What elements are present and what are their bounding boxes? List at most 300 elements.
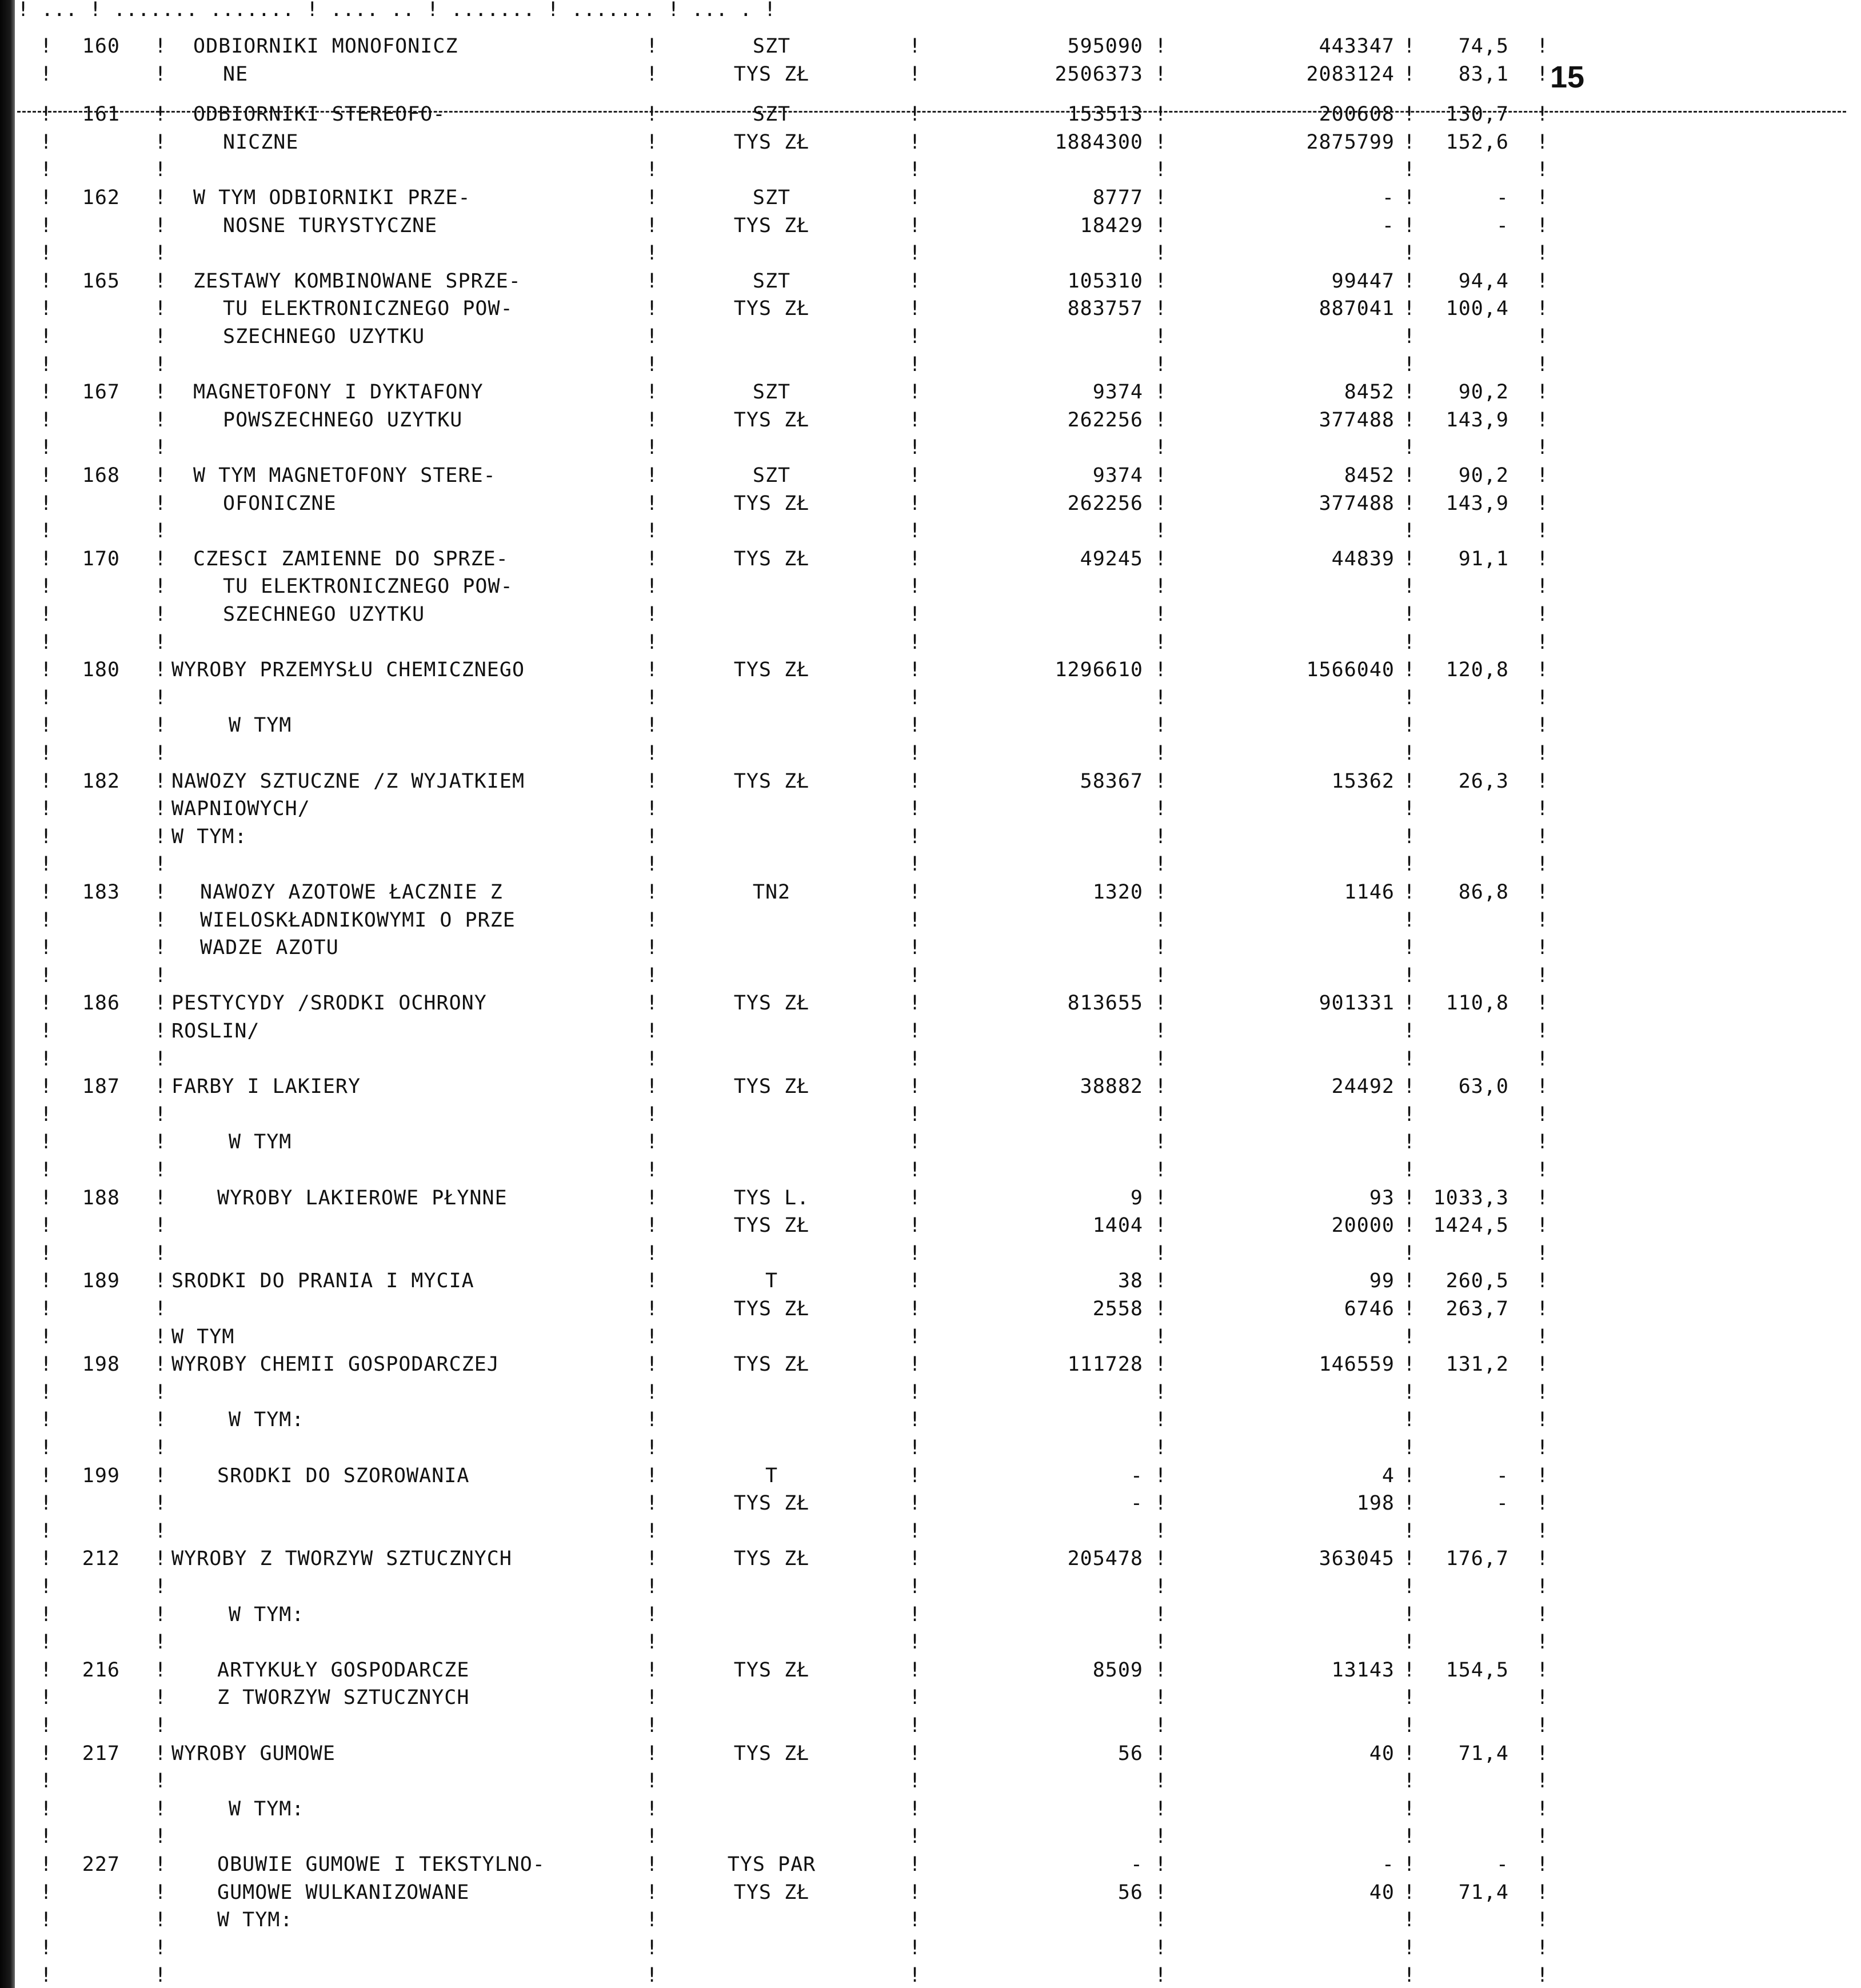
- dynamics-index: 176,7: [1445, 1547, 1509, 1571]
- column-separator: !: [909, 103, 921, 126]
- column-separator: !: [909, 936, 921, 960]
- column-separator: !: [154, 269, 167, 293]
- column-separator: !: [1403, 242, 1416, 265]
- unit-of-measure: TYS ZŁ: [733, 130, 810, 154]
- column-separator: !: [646, 742, 658, 765]
- column-separator: !: [40, 408, 53, 432]
- column-separator: !: [154, 1241, 167, 1265]
- value-prior-period: 8509: [1092, 1658, 1143, 1682]
- column-separator: !: [40, 825, 53, 848]
- column-separator: !: [646, 1797, 658, 1821]
- column-separator: !: [1536, 1353, 1549, 1376]
- column-separator: !: [154, 103, 167, 126]
- column-separator: !: [40, 436, 53, 460]
- column-separator: !: [1403, 658, 1416, 682]
- column-separator: !: [154, 630, 167, 654]
- column-separator: !: [1536, 714, 1549, 737]
- column-separator: !: [646, 1159, 658, 1181]
- value-prior-period: 1884300: [1055, 130, 1143, 154]
- column-separator: !: [646, 881, 658, 904]
- column-separator: !: [1155, 881, 1167, 904]
- column-separator: !: [1403, 1631, 1416, 1654]
- column-separator: !: [909, 1603, 921, 1626]
- column-separator: !: [1155, 1131, 1167, 1154]
- column-separator: !: [1536, 1936, 1549, 1959]
- column-separator: !: [1536, 269, 1549, 293]
- product-name: WIELOSKŁADNIKOWYMI O PRZE: [200, 908, 516, 932]
- column-separator: !: [154, 1714, 167, 1737]
- column-separator: !: [1536, 1464, 1549, 1487]
- column-separator: !: [154, 1603, 167, 1626]
- column-separator: !: [646, 1714, 658, 1737]
- column-separator: !: [909, 1325, 921, 1348]
- value-current-period: 40: [1369, 1881, 1395, 1904]
- column-separator: !: [646, 686, 658, 709]
- column-separator: !: [1155, 575, 1167, 598]
- unit-of-measure: TYS PAR: [727, 1853, 816, 1876]
- column-separator: !: [1155, 1964, 1167, 1987]
- row-number: 160: [82, 35, 120, 58]
- column-separator: !: [154, 1353, 167, 1376]
- dynamics-index: 71,4: [1458, 1742, 1509, 1765]
- unit-of-measure: SZT: [752, 464, 791, 487]
- column-separator: !: [154, 1519, 167, 1543]
- column-separator: !: [40, 964, 53, 987]
- column-separator: !: [1536, 35, 1549, 58]
- column-separator: !: [1403, 1964, 1416, 1987]
- column-separator: !: [154, 1020, 167, 1043]
- column-separator: !: [1536, 1770, 1549, 1793]
- column-separator: !: [1536, 1131, 1549, 1154]
- column-separator: !: [1155, 1686, 1167, 1710]
- column-separator: !: [1403, 992, 1416, 1015]
- column-separator: !: [40, 353, 53, 376]
- column-separator: !: [1155, 1353, 1167, 1376]
- column-separator: !: [1536, 1964, 1549, 1987]
- row-number: 189: [82, 1270, 120, 1293]
- column-separator: !: [646, 1936, 658, 1959]
- column-separator: !: [1155, 1881, 1167, 1904]
- column-separator: !: [154, 825, 167, 848]
- column-separator: !: [909, 1270, 921, 1293]
- dynamics-index: 152,6: [1445, 130, 1509, 154]
- value-current-period: 901331: [1319, 992, 1395, 1015]
- cut-off-header-row: ! ... ! ....... ....... ! .... .. ! ....... ! ....... ! ... . !: [17, 0, 776, 16]
- column-separator: !: [1403, 1159, 1416, 1181]
- column-separator: !: [909, 1075, 921, 1099]
- column-separator: !: [40, 686, 53, 709]
- column-separator: !: [646, 186, 658, 209]
- dynamics-index: 71,4: [1458, 1881, 1509, 1904]
- column-separator: !: [40, 1658, 53, 1682]
- column-separator: !: [40, 1770, 53, 1793]
- column-separator: !: [1155, 1936, 1167, 1959]
- column-separator: !: [1155, 1825, 1167, 1849]
- column-separator: !: [1536, 325, 1549, 348]
- dynamics-index: 26,3: [1458, 769, 1509, 793]
- column-separator: !: [1155, 103, 1167, 126]
- dynamics-index: -: [1496, 214, 1509, 237]
- column-separator: !: [1155, 1714, 1167, 1737]
- column-separator: !: [1536, 464, 1549, 487]
- column-separator: !: [1536, 492, 1549, 515]
- column-separator: !: [646, 992, 658, 1015]
- product-name: Z TWORZYW SZTUCZNYCH: [217, 1686, 470, 1710]
- column-separator: !: [1155, 1436, 1167, 1459]
- column-separator: !: [909, 1631, 921, 1654]
- column-separator: !: [40, 297, 53, 321]
- column-separator: !: [1155, 1241, 1167, 1265]
- column-separator: !: [1403, 742, 1416, 765]
- column-separator: !: [1536, 1742, 1549, 1765]
- column-separator: !: [1536, 742, 1549, 765]
- row-number: 161: [82, 103, 120, 126]
- value-current-period: 6746: [1344, 1298, 1395, 1320]
- column-separator: !: [646, 1742, 658, 1765]
- column-separator: !: [646, 1492, 658, 1515]
- value-prior-period: 1320: [1092, 881, 1143, 904]
- column-separator: !: [154, 686, 167, 709]
- unit-of-measure: TYS ZŁ: [733, 492, 810, 515]
- column-separator: !: [1403, 35, 1416, 58]
- column-separator: !: [1403, 825, 1416, 848]
- column-separator: !: [909, 1047, 921, 1071]
- column-separator: !: [1155, 992, 1167, 1015]
- column-separator: !: [646, 1241, 658, 1265]
- column-separator: !: [40, 797, 53, 821]
- column-separator: !: [1155, 1214, 1167, 1237]
- column-separator: !: [40, 1047, 53, 1071]
- value-prior-period: -: [1130, 1492, 1143, 1515]
- product-name: SRODKI DO PRANIA I MYCIA: [171, 1270, 474, 1293]
- column-separator: !: [154, 1047, 167, 1071]
- column-separator: !: [40, 742, 53, 765]
- column-separator: !: [1403, 1714, 1416, 1737]
- column-separator: !: [1403, 130, 1416, 154]
- column-separator: !: [1155, 520, 1167, 543]
- unit-of-measure: TYS ZŁ: [733, 214, 810, 237]
- column-separator: !: [40, 1298, 53, 1320]
- dynamics-index: 83,1: [1458, 62, 1509, 86]
- column-separator: !: [909, 269, 921, 293]
- product-name: ODBIORNIKI STEREOFO-: [193, 103, 446, 126]
- column-separator: !: [909, 1909, 921, 1932]
- column-separator: !: [40, 547, 53, 570]
- column-separator: !: [646, 1408, 658, 1432]
- column-separator: !: [1403, 1770, 1416, 1793]
- column-separator: !: [909, 1159, 921, 1181]
- column-separator: !: [646, 353, 658, 376]
- column-separator: !: [909, 1408, 921, 1432]
- column-separator: !: [154, 381, 167, 404]
- column-separator: !: [40, 1881, 53, 1904]
- dynamics-index: 130,7: [1445, 103, 1509, 126]
- column-separator: !: [909, 214, 921, 237]
- column-separator: !: [40, 575, 53, 598]
- column-separator: !: [1536, 881, 1549, 904]
- dynamics-index: 94,4: [1458, 269, 1509, 293]
- column-separator: !: [40, 1575, 53, 1598]
- column-separator: !: [154, 158, 167, 182]
- product-name: W TYM:: [217, 1909, 293, 1932]
- column-separator: !: [646, 1436, 658, 1459]
- row-number: 217: [82, 1742, 120, 1765]
- column-separator: !: [1536, 1658, 1549, 1682]
- column-separator: !: [646, 520, 658, 543]
- column-separator: !: [909, 1936, 921, 1959]
- value-current-period: 15362: [1331, 769, 1395, 793]
- column-separator: !: [40, 1186, 53, 1209]
- column-separator: !: [40, 1270, 53, 1293]
- column-separator: !: [1403, 769, 1416, 793]
- column-separator: !: [1403, 103, 1416, 126]
- unit-of-measure: TYS ZŁ: [733, 297, 810, 321]
- column-separator: !: [1536, 62, 1549, 86]
- column-separator: !: [40, 1714, 53, 1737]
- value-prior-period: 205478: [1067, 1547, 1143, 1571]
- column-separator: !: [154, 62, 167, 86]
- column-separator: !: [909, 492, 921, 515]
- column-separator: !: [1403, 436, 1416, 460]
- unit-of-measure: SZT: [752, 381, 791, 404]
- column-separator: !: [154, 1686, 167, 1710]
- column-separator: !: [909, 742, 921, 765]
- column-separator: !: [154, 353, 167, 376]
- column-separator: !: [1403, 1214, 1416, 1237]
- column-separator: !: [1403, 1047, 1416, 1071]
- product-name: POWSZECHNEGO UZYTKU: [223, 408, 463, 432]
- column-separator: !: [1155, 547, 1167, 570]
- column-separator: !: [909, 1714, 921, 1737]
- column-separator: !: [154, 1936, 167, 1959]
- unit-of-measure: TYS ZŁ: [733, 62, 810, 86]
- column-separator: !: [1536, 1686, 1549, 1710]
- column-separator: !: [909, 547, 921, 570]
- column-separator: !: [154, 881, 167, 904]
- column-separator: !: [1536, 353, 1549, 376]
- column-separator: !: [909, 686, 921, 709]
- column-separator: !: [40, 214, 53, 237]
- product-name: MAGNETOFONY I DYKTAFONY: [193, 381, 484, 404]
- column-separator: !: [909, 1742, 921, 1765]
- column-separator: !: [40, 1131, 53, 1154]
- product-name: W TYM:: [229, 1408, 305, 1432]
- column-separator: !: [40, 1380, 53, 1404]
- dynamics-index: 143,9: [1445, 492, 1509, 515]
- column-separator: !: [1155, 1325, 1167, 1348]
- unit-of-measure: TYS ZŁ: [733, 408, 810, 432]
- column-separator: !: [1155, 825, 1167, 848]
- column-separator: !: [1403, 353, 1416, 376]
- column-separator: !: [1536, 1519, 1549, 1543]
- value-current-period: 200608: [1319, 103, 1395, 126]
- column-separator: !: [1403, 1298, 1416, 1320]
- column-separator: !: [1155, 686, 1167, 709]
- column-separator: !: [1155, 1547, 1167, 1571]
- column-separator: !: [1403, 381, 1416, 404]
- column-separator: !: [909, 62, 921, 86]
- column-separator: !: [646, 1853, 658, 1876]
- column-separator: !: [909, 825, 921, 848]
- column-separator: !: [909, 1298, 921, 1320]
- dynamics-index: 120,8: [1445, 658, 1509, 682]
- unit-of-measure: TYS ZŁ: [733, 1075, 810, 1099]
- value-prior-period: 9: [1130, 1186, 1143, 1209]
- value-current-period: -: [1381, 1853, 1395, 1876]
- column-separator: !: [1155, 408, 1167, 432]
- column-separator: !: [154, 1492, 167, 1515]
- unit-of-measure: SZT: [752, 186, 791, 209]
- column-separator: !: [909, 186, 921, 209]
- column-separator: !: [1536, 1047, 1549, 1071]
- column-separator: !: [154, 186, 167, 209]
- column-separator: !: [154, 1547, 167, 1571]
- row-number: 165: [82, 269, 120, 293]
- column-separator: !: [154, 1103, 167, 1126]
- unit-of-measure: TYS ZŁ: [733, 1214, 810, 1237]
- column-separator: !: [909, 853, 921, 876]
- column-separator: !: [909, 325, 921, 348]
- value-current-period: 443347: [1319, 35, 1395, 58]
- dynamics-index: 143,9: [1445, 408, 1509, 432]
- column-separator: !: [909, 1464, 921, 1487]
- value-current-period: -: [1381, 214, 1395, 237]
- column-separator: !: [646, 1380, 658, 1404]
- column-separator: !: [646, 62, 658, 86]
- column-separator: !: [1536, 381, 1549, 404]
- column-separator: !: [1155, 1464, 1167, 1487]
- product-name: WYROBY PRZEMYSŁU CHEMICZNEGO: [171, 658, 525, 682]
- product-name: NICZNE: [223, 130, 299, 154]
- column-separator: !: [154, 1159, 167, 1181]
- column-separator: !: [40, 936, 53, 960]
- column-separator: !: [40, 881, 53, 904]
- row-number: 182: [82, 769, 120, 793]
- column-separator: !: [1155, 853, 1167, 876]
- column-separator: !: [1403, 325, 1416, 348]
- column-separator: !: [40, 1742, 53, 1765]
- column-separator: !: [1536, 769, 1549, 793]
- unit-of-measure: TYS ZŁ: [733, 1353, 810, 1376]
- column-separator: !: [646, 1103, 658, 1126]
- value-current-period: 377488: [1319, 492, 1395, 515]
- column-separator: !: [1155, 908, 1167, 932]
- column-separator: !: [646, 1186, 658, 1209]
- column-separator: !: [40, 1214, 53, 1237]
- column-separator: !: [646, 908, 658, 932]
- column-separator: !: [909, 1131, 921, 1154]
- unit-of-measure: TN2: [752, 881, 791, 904]
- column-separator: !: [909, 964, 921, 987]
- column-separator: !: [1403, 492, 1416, 515]
- column-separator: !: [154, 408, 167, 432]
- value-current-period: 198: [1356, 1492, 1395, 1515]
- column-separator: !: [646, 158, 658, 182]
- column-separator: !: [1403, 297, 1416, 321]
- column-separator: !: [1536, 547, 1549, 570]
- column-separator: !: [154, 853, 167, 876]
- value-current-period: 99447: [1331, 269, 1395, 293]
- column-separator: !: [1403, 686, 1416, 709]
- column-separator: !: [1155, 269, 1167, 293]
- column-separator: !: [1403, 62, 1416, 86]
- column-separator: !: [909, 1020, 921, 1043]
- column-separator: !: [909, 1881, 921, 1904]
- column-separator: !: [154, 742, 167, 765]
- column-separator: !: [40, 1353, 53, 1376]
- column-separator: !: [1536, 1186, 1549, 1209]
- value-current-period: 8452: [1344, 381, 1395, 404]
- column-separator: !: [154, 1770, 167, 1793]
- value-current-period: 1146: [1344, 881, 1395, 904]
- column-separator: !: [1536, 1159, 1549, 1181]
- column-separator: !: [40, 1103, 53, 1126]
- column-separator: !: [1155, 436, 1167, 460]
- unit-of-measure: TYS ZŁ: [733, 1881, 810, 1904]
- column-separator: !: [1536, 1603, 1549, 1626]
- column-separator: !: [40, 1159, 53, 1181]
- column-separator: !: [1155, 1519, 1167, 1543]
- dynamics-index: 260,5: [1445, 1270, 1509, 1293]
- column-separator: !: [154, 1075, 167, 1099]
- column-separator: !: [646, 853, 658, 876]
- product-name: GUMOWE WULKANIZOWANE: [217, 1881, 470, 1904]
- column-separator: !: [1536, 1325, 1549, 1348]
- unit-of-measure: SZT: [752, 35, 791, 58]
- column-separator: !: [646, 714, 658, 737]
- column-separator: !: [40, 1631, 53, 1654]
- column-separator: !: [1403, 1686, 1416, 1710]
- column-separator: !: [646, 130, 658, 154]
- row-number: 186: [82, 992, 120, 1015]
- product-name: W TYM: [229, 1131, 292, 1154]
- column-separator: !: [909, 1519, 921, 1543]
- column-separator: !: [154, 797, 167, 821]
- column-separator: !: [646, 1547, 658, 1571]
- column-separator: !: [909, 1547, 921, 1571]
- column-separator: !: [1403, 1519, 1416, 1543]
- column-separator: !: [154, 1631, 167, 1654]
- dynamics-index: -: [1496, 1853, 1509, 1876]
- column-separator: !: [909, 1241, 921, 1265]
- column-separator: !: [646, 1047, 658, 1071]
- column-separator: !: [1403, 186, 1416, 209]
- column-separator: !: [646, 269, 658, 293]
- column-separator: !: [1536, 1853, 1549, 1876]
- column-separator: !: [1403, 797, 1416, 821]
- page-number: 15: [1550, 60, 1585, 94]
- column-separator: !: [40, 1909, 53, 1932]
- column-separator: !: [1155, 214, 1167, 237]
- column-separator: !: [1155, 714, 1167, 737]
- column-separator: !: [909, 575, 921, 598]
- column-separator: !: [909, 381, 921, 404]
- column-separator: !: [909, 1770, 921, 1793]
- column-separator: !: [40, 1964, 53, 1987]
- column-separator: !: [646, 769, 658, 793]
- column-separator: !: [909, 408, 921, 432]
- column-separator: !: [1536, 520, 1549, 543]
- column-separator: !: [1403, 1825, 1416, 1849]
- column-separator: !: [1155, 297, 1167, 321]
- column-separator: !: [909, 1492, 921, 1515]
- column-separator: !: [909, 797, 921, 821]
- unit-of-measure: TYS ZŁ: [733, 992, 810, 1015]
- column-separator: !: [40, 908, 53, 932]
- product-name: ODBIORNIKI MONOFONICZ: [193, 35, 458, 58]
- product-name: WYROBY GUMOWE: [171, 1742, 336, 1765]
- row-number: 170: [82, 547, 120, 570]
